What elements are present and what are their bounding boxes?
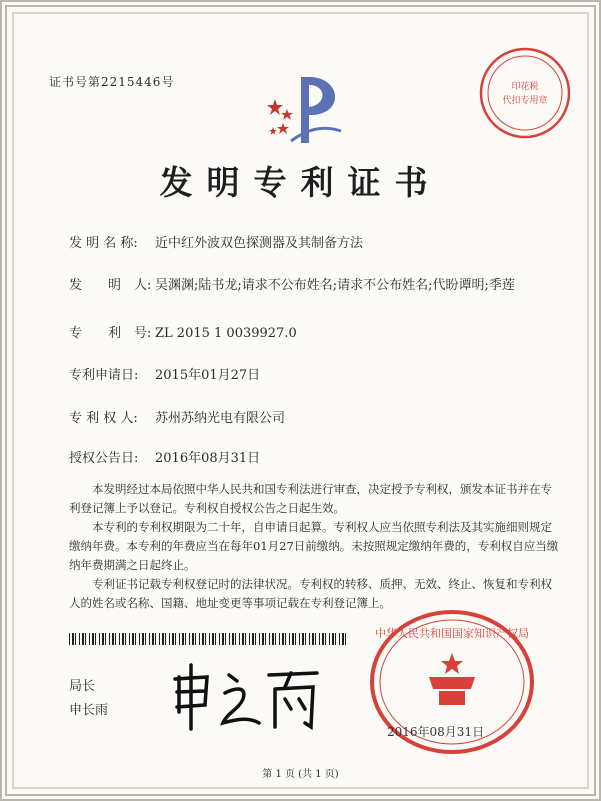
- barcode: [69, 633, 349, 645]
- patent-number-value: ZL 2015 1 0039927.0: [155, 326, 297, 341]
- invention-name-row: [69, 235, 363, 253]
- tax-stamp-seal: [477, 45, 573, 141]
- filing-date-value: 2015年01月27日: [155, 368, 261, 383]
- page-footer: 第 1 页 (共 1 页): [262, 769, 339, 780]
- grant-date-value: 2016年08月31日: [155, 451, 261, 466]
- signatory-name: 申长雨: [69, 703, 109, 718]
- filing-date-row: [69, 367, 260, 385]
- certificate-body: [69, 480, 559, 613]
- seal-date: 2016年08月31日: [387, 725, 485, 739]
- body-paragraph: 专利证书记载专利权登记时的法律状况。专利权的转移、质押、无效、终止、恢复和专利权人的姓名或名称、国籍、地址变更等事项记载在专利登记簿上。: [69, 577, 552, 610]
- filing-date-label: 专利申请日:: [69, 368, 139, 383]
- body-paragraph: 本发明经过本局依照中华人民共和国专利法进行审查，决定授予专利权，颁发本证书并在专利登记簿上予以登记。专利权自授权公告之日起生效。: [69, 482, 552, 515]
- invention-name-label: 发 明 名 称:: [69, 236, 138, 251]
- certificate-number: 证书号第2215446号: [49, 75, 175, 89]
- patent-number-row: [69, 325, 297, 343]
- grant-date-row: [69, 450, 260, 468]
- patentee-row: [69, 410, 285, 428]
- patent-office-logo: [261, 69, 351, 149]
- signatory-title: 局长: [69, 679, 96, 694]
- patent-number-label: 专 利 号:: [69, 326, 152, 341]
- inventor-label: 发 明 人:: [69, 278, 152, 293]
- inventor-row: [69, 277, 555, 295]
- patentee-label: 专 利 权 人:: [69, 411, 138, 426]
- svg-text:印花税: 印花税: [511, 82, 539, 92]
- inventor-value: 吴渊渊;陆书龙;请求不公布姓名;请求不公布姓名;代盼谭明;季莲: [155, 278, 515, 293]
- document-title: 发明专利证书: [159, 163, 442, 202]
- body-paragraph: 本专利的专利权期限为二十年，自申请日起算。专利权人应当依照专利法及其实施细则规定缴纳年费。本专利的年费应当在每年01月27日前缴纳。未按照规定缴纳年费的，专利权自应当缴纳年费期满之日起终止。: [69, 520, 559, 572]
- patentee-value: 苏州苏纳光电有限公司: [155, 411, 286, 426]
- svg-text:中华人民共和国国家知识产权局: 中华人民共和国国家知识产权局: [375, 627, 529, 640]
- invention-name-value: 近中红外波双色探测器及其制备方法: [155, 236, 364, 251]
- grant-date-label: 授权公告日:: [69, 451, 139, 466]
- handwritten-signature: [167, 657, 327, 737]
- svg-text:代扣专用章: 代扣专用章: [502, 96, 548, 106]
